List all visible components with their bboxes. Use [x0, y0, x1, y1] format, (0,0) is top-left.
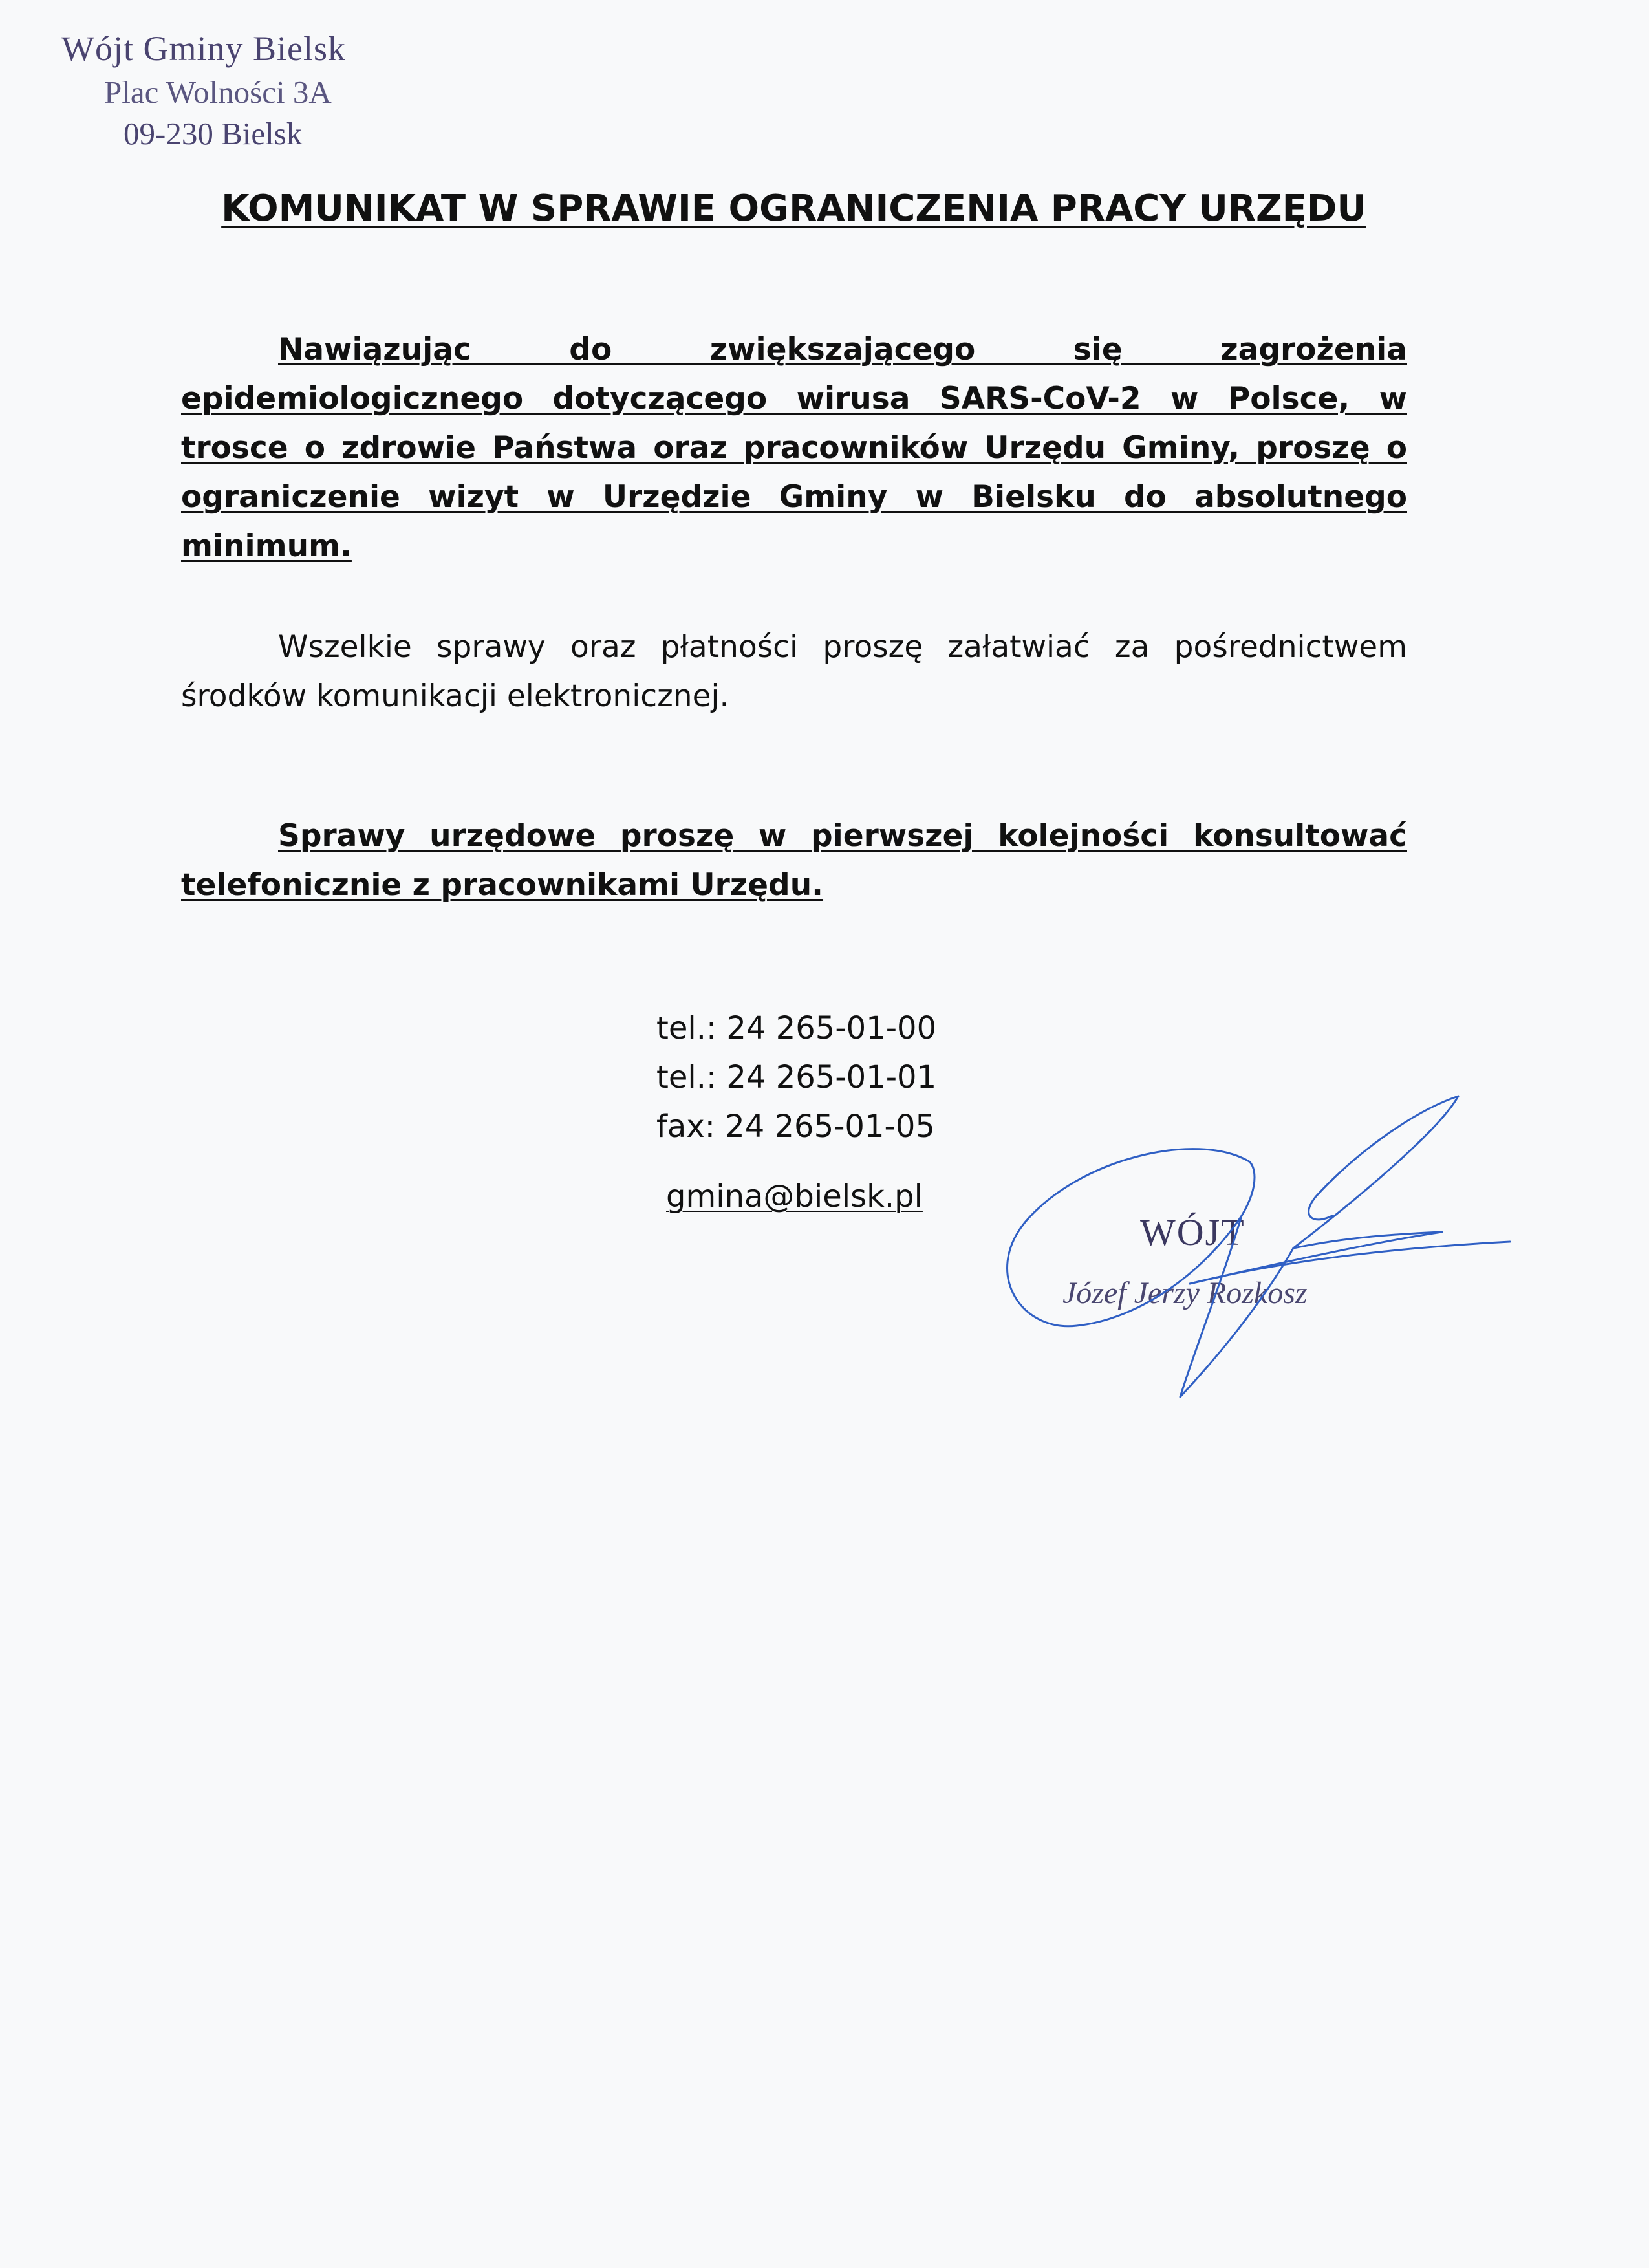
- phone-number-2: tel.: 24 265-01-01: [656, 1059, 937, 1096]
- signature-ink: [1008, 1096, 1510, 1397]
- issuer-stamp: [61, 26, 424, 154]
- phone-number-1: tel.: 24 265-01-00: [656, 1010, 937, 1046]
- email-link[interactable]: gmina@bielsk.pl: [666, 1178, 923, 1215]
- paragraph-phone-consultation: Sprawy urzędowe proszę w pierwszej kolejności konsultować telefonicznie z pracownikami Urzędu.: [181, 818, 1407, 903]
- signature-stamp-title: WÓJT: [1140, 1211, 1245, 1253]
- contact-block: [656, 1004, 936, 1151]
- paragraph-electronic-communication: Wszelkie sprawy oraz płatności proszę załatwiać za pośrednictwem środków komunikacji elektronicznej.: [181, 629, 1407, 714]
- stamp-office-name: Wójt Gminy Bielsk: [61, 29, 346, 68]
- paragraph-visit-limitation: Nawiązując do zwiększającego się zagrożenia epidemiologicznego dotyczącego wirusa SARS-CoV-2 w Polsce, w trosce o zdrowie Państwa oraz pracowników Urzędu Gminy, proszę o ograniczenie wizyt w Urzędzie Gminy w Bielsku do absolutnego minimum.: [181, 332, 1407, 564]
- fax-number: fax: 24 265-01-05: [656, 1108, 935, 1145]
- signature-stamp-name: Józef Jerzy Rozkosz: [1062, 1276, 1308, 1310]
- handwritten-signature: [989, 1086, 1520, 1410]
- stamp-street: Plac Wolności 3A: [104, 74, 332, 110]
- document-title: KOMUNIKAT W SPRAWIE OGRANICZENIA PRACY URZĘDU: [221, 188, 1366, 230]
- stamp-postal-city: 09-230 Bielsk: [124, 116, 303, 151]
